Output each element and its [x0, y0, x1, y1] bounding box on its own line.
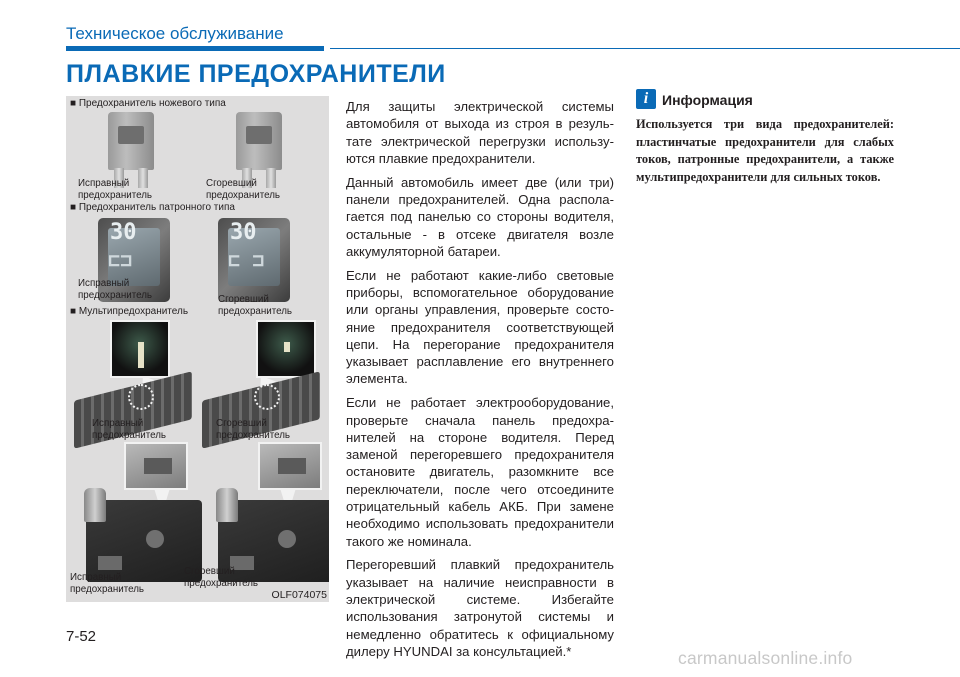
multi-blown-label: Сгоревший предохранитель: [216, 418, 291, 441]
info-title: Информация: [662, 92, 753, 108]
multi-fuse-heading: ■ Мультипредохранитель: [70, 306, 189, 317]
info-text: Используется три вида предохранителей: пластинчатые предохранители для слабых токов, патронные предохранители, а также мультипредохранители для сильных токов.: [636, 117, 894, 184]
fuse-types-figure: [66, 96, 329, 602]
figure-reference-code: OLF074075: [271, 589, 327, 601]
blade-blown-label: Сгоревший предохранитель: [206, 178, 281, 201]
section-title: Техническое обслуживание: [66, 24, 284, 43]
blade-good-label: Исправный предохранитель: [78, 178, 153, 201]
fuse-block-good-zoom: [124, 442, 188, 490]
fuse-block-good-label: Исправный предохранитель: [70, 572, 145, 595]
info-icon: i: [636, 89, 656, 109]
fuse-block-blown-zoom: [258, 442, 322, 490]
cartridge-good-value: 30: [110, 220, 137, 245]
cartridge-good-label: Исправный предохранитель: [78, 278, 153, 301]
cartridge-fuse-blown-image: 30 ⊏ ⊐: [218, 218, 290, 302]
blade-fuse-heading: ■ Предохранитель ножевого типа: [70, 98, 226, 109]
cartridge-fuse-good-image: 30 ⊏⊐: [98, 218, 170, 302]
blade-fuse-blown-image: [236, 112, 282, 170]
header-rule-thick: [66, 46, 324, 51]
multi-good-highlight: [128, 384, 154, 410]
fuse-block-blown-label: Сгоревший предохранитель: [184, 566, 259, 589]
cartridge-fuse-heading: ■ Предохранитель патронного типа: [70, 202, 235, 213]
cartridge-blown-label: Сгоревший предохранитель: [218, 294, 293, 317]
blade-fuse-good-image: [108, 112, 154, 170]
header-rule-thin: [330, 48, 960, 49]
body-paragraph: Данный автомобиль имеет две (или три) панели предохранителей. Одна располагается под панелью со стороны водителя, остальные - в отсеке двигателя возле аккумуляторной батареи.: [346, 174, 614, 259]
multi-blown-highlight: [254, 384, 280, 410]
multi-blown-zoom: [256, 320, 316, 378]
multi-good-zoom: [110, 320, 170, 378]
body-paragraph: Перегоревший плавкий предохранитель указывает на наличие неисправности в электрической системе. Избегайте использования затронутой системы и немедленно обратитесь к официальному дилеру HYUNDAI за консультацией.*: [346, 557, 614, 659]
body-text: [346, 98, 614, 667]
page-heading: ПЛАВКИЕ ПРЕДОХРАНИТЕЛИ: [66, 60, 446, 88]
cartridge-blown-value: 30: [230, 220, 257, 245]
body-paragraph: Если не работает электрооборудование, проверьте сначала панель предохранителей на стороне водителя. Перед заменой перегоревшего предохранителя остановите двигатель, разомкните все переключатели, после чего отсоедините отрицательный кабель АКБ. При замене необходимо использовать предохранители такого же номинала.: [346, 395, 614, 549]
page-number: 7-52: [66, 628, 97, 645]
multi-good-label: Исправный предохранитель: [92, 418, 167, 441]
body-paragraph: Для защиты электрической системы автомобиля от выхода из строя в результате электрической перегрузки используются плавкие предохранители.: [346, 99, 614, 166]
watermark: carmanualsonline.info: [678, 648, 853, 668]
body-paragraph: Если не работают какие-либо световые приборы, вспомогательное оборудование или органы управления, проверьте состояние предохранителя соответствующей цепи. На перегорание предохранителя указывает расплавление его внутреннего элемента.: [346, 267, 614, 387]
fuse-block-good-bolt: [84, 488, 106, 522]
fuse-block-blown-bolt: [216, 488, 238, 522]
